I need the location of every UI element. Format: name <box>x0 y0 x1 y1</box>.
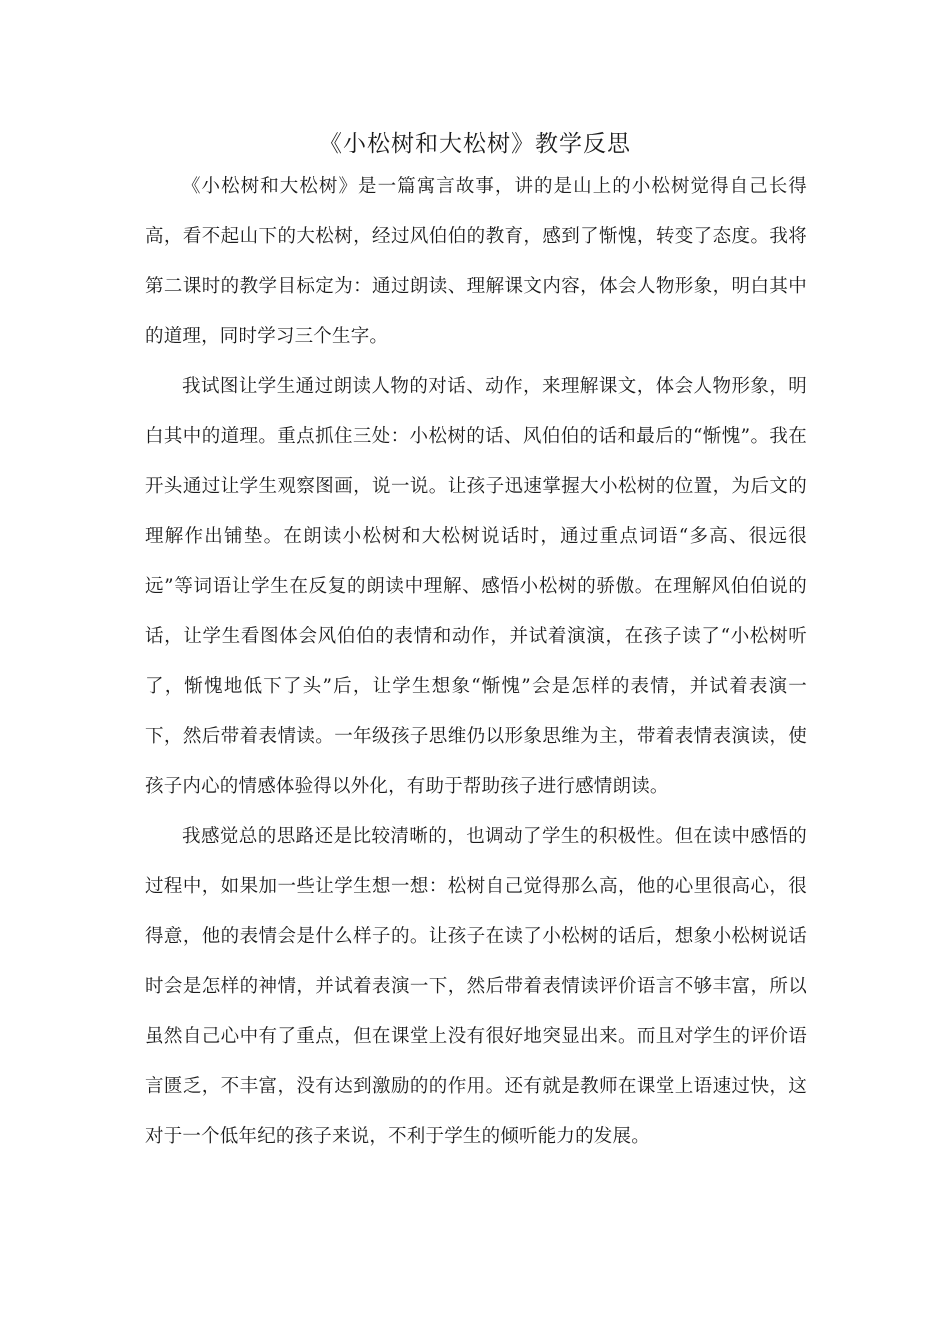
paragraph-3: 我感觉总的思路还是比较清晰的，也调动了学生的积极性。但在读中感悟的过程中，如果加一些让学生想一想：松树自己觉得那么高，他的心里很高心，很得意，他的表情会是什么样子的。让孩子在读了小松树的话后，想象小松树说话时会是怎样的神情，并试着表演一下，然后带着表情读评价语言不够丰富，所以虽然自己心中有了重点，但在课堂上没有很好地突显出来。而且对学生的评价语言匮乏，不丰富，没有达到激励的的作用。还有就是教师在课堂上语速过快，这对于一个低年纪的孩子来说，不利于学生的倾听能力的发展。 <box>145 826 807 1147</box>
document-title: 《小松树和大松树》教学反思 <box>319 131 631 157</box>
paragraph-1: 《小松树和大松树》是一篇寓言故事，讲的是山上的小松树觉得自己长得高，看不起山下的大松树，经过风伯伯的教育，感到了惭愧，转变了态度。我将第二课时的教学目标定为：通过朗读、理解课文内容，体会人物形象，明白其中的道理，同时学习三个生字。 <box>145 176 807 347</box>
document-body <box>145 162 807 1162</box>
paragraph-2: 我试图让学生通过朗读人物的对话、动作，来理解课文，体会人物形象，明白其中的道理。重点抓住三处：小松树的话、风伯伯的话和最后的“惭愧”。我在开头通过让学生观察图画，说一说。让孩子迅速掌握大小松树的位置，为后文的理解作出铺垫。在朗读小松树和大松树说话时，通过重点词语“多高、很远很远”等词语让学生在反复的朗读中理解、感悟小松树的骄傲。在理解风伯伯说的话，让学生看图体会风伯伯的表情和动作，并试着演演，在孩子读了“小松树听了，惭愧地低下了头”后，让学生想象“惭愧”会是怎样的表情，并试着表演一下，然后带着表情读。一年级孩子思维仍以形象思维为主，带着表情表演读，使孩子内心的情感体验得以外化，有助于帮助孩子进行感情朗读。 <box>145 376 807 797</box>
